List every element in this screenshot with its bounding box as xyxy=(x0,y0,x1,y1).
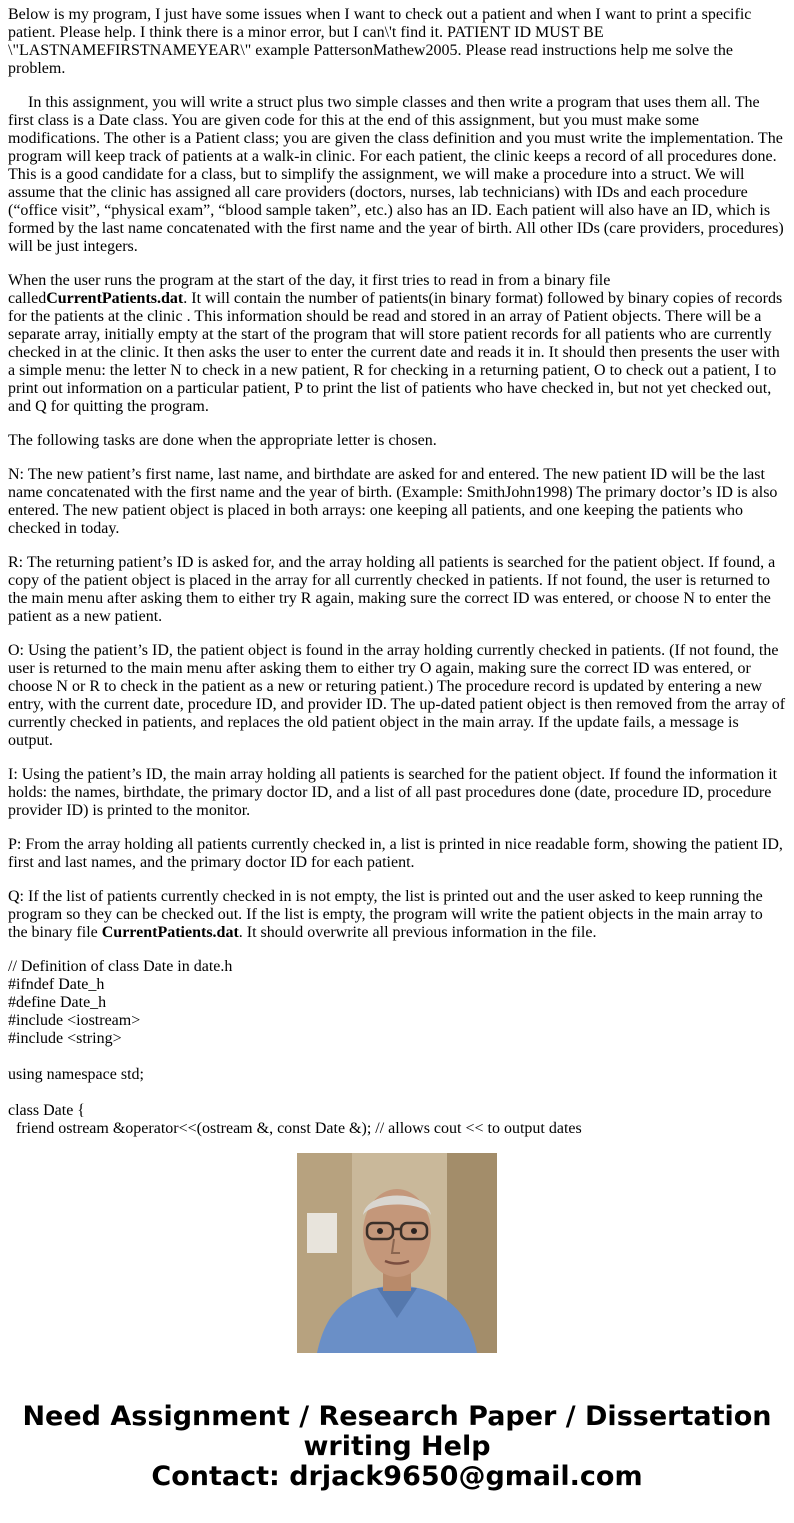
banner-contact-line: Contact: drjack9650@gmail.com xyxy=(151,1461,643,1492)
intro-paragraph: Below is my program, I just have some issues when I want to check out a patient and when I want to print a specific patient. Please help. I think there is a minor error, but I can\'t find it. PATIENT ID MUST BE \"LASTNAMEFIRSTNAMEYEAR\" example PattersonMathew2005. Please read instructions help me solve the problem. xyxy=(8,6,752,77)
task-q-file-name: CurrentPatients.dat xyxy=(101,924,239,941)
code-line: #ifndef Date_h xyxy=(8,976,105,993)
assignment-paragraph-2 xyxy=(8,272,786,416)
task-n-paragraph: N: The new patient’s first name, last name, and birthdate are asked for and entered. The new patient ID will be the last name concatenated with the first name and the year of birth. (Example: SmithJohn1998) The primary doctor’s ID is also entered. The new patient object is placed in both arrays: one keeping all patients, and one keeping the patients who checked in today. xyxy=(8,466,778,537)
code-line: #include <string> xyxy=(8,1030,122,1047)
para2-text-before: When the user runs the program at the start of the day, it first tries to read in from a binary file called xyxy=(8,272,611,307)
banner-line-2: writing Help xyxy=(303,1431,491,1462)
task-o-paragraph: O: Using the patient’s ID, the patient object is found in the array holding currently checked in patients. (If not found, the user is returned to the main menu after asking them to either try O again, making sure the correct ID was entered, or choose N or R to check in the patient as a new or returing patient.) The procedure record is updated by entering a new entry, with the current date, procedure ID, and provider ID. The up-dated patient object is then removed from the array of currently checked in patients, and replaces the old patient object in the main array. If the update fails, a message is output. xyxy=(8,642,786,749)
banner-line-1: Need Assignment / Research Paper / Dissertation xyxy=(22,1401,772,1432)
code-line: #include <iostream> xyxy=(8,1012,141,1029)
code-line: #define Date_h xyxy=(8,994,107,1011)
task-p-paragraph: P: From the array holding all patients currently checked in, a list is printed in nice readable form, showing the patient ID, first and last names, and the primary doctor ID for each patient. xyxy=(8,836,783,871)
code-block xyxy=(8,958,786,1138)
task-q-paragraph xyxy=(8,888,786,942)
code-line: // Definition of class Date in date.h xyxy=(8,958,233,975)
task-q-text-after: . It should overwrite all previous information in the file. xyxy=(238,924,597,941)
code-line: friend ostream &operator<<(ostream &, const Date &); // allows cout << to output dates xyxy=(8,1120,582,1137)
task-q-text-before: Q: If the list of patients currently checked in is not empty, the list is printed out and the user asked to keep running the program so they can be checked out. If the list is empty, the program will write the patient objects in the main array to the binary file xyxy=(8,888,763,941)
code-line: using namespace std; xyxy=(8,1066,144,1083)
tasks-intro-paragraph: The following tasks are done when the appropriate letter is chosen. xyxy=(8,432,437,449)
code-blank-line xyxy=(8,1084,786,1102)
code-line: class Date { xyxy=(8,1102,85,1119)
task-i-paragraph: I: Using the patient’s ID, the main array holding all patients is searched for the patient object. If found the information it holds: the names, birthdate, the primary doctor ID, and a list of all past procedures done (date, procedure ID, procedure provider ID) is printed to the monitor. xyxy=(8,766,778,819)
para2-text-after: . It will contain the number of patients(in binary format) followed by binary copies of records for the patients at the clinic . This information should be read and stored in an array of Patient objects. There will be a separate array, initially empty at the start of the program that will store patient records for all patients who are currently checked in at the clinic. It then asks the user to enter the current date and reads it in. It should then presents the user with a simple menu: the letter N to check in a new patient, R for checking in a returning patient, O to check out a patient, I to print out information on a particular patient, P to print the list of patients who have checked in, but not yet checked out, and Q for quitting the program. xyxy=(8,290,783,415)
task-r-paragraph: R: The returning patient’s ID is asked for, and the array holding all patients is searched for the patient object. If found, a copy of the patient object is placed in the array for all currently checked in patients. If not found, the user is returned to the main menu after asking them to either try R again, making sure the correct ID was entered, or choose N to enter the patient as a new patient. xyxy=(8,554,776,625)
code-blank-line xyxy=(8,1048,786,1066)
avatar xyxy=(297,1153,497,1353)
avatar-portrait-image xyxy=(297,1153,497,1353)
para2-file-name: CurrentPatients.dat xyxy=(46,290,184,307)
assignment-paragraph-1: In this assignment, you will write a struct plus two simple classes and then write a program that uses them all. The first class is a Date class. You are given code for this at the end of this assignment, but you must make some modifications. The other is a Patient class; you are given the class definition and you must write the implementation. The program will keep track of patients at a walk-in clinic. For each patient, the clinic keeps a record of all procedures done. This is a good candidate for a class, but to simplify the assignment, we will make a procedure into a struct. We will assume that the clinic has assigned all care providers (doctors, nurses, lab technicians) with IDs and each procedure (“office visit”, “physical exam”, “blood sample taken”, etc.) also has an ID. Each patient will also have an ID, which is formed by the last name concatenated with the first name and the year of birth. All other IDs (care providers, procedures) will be just integers. xyxy=(8,94,784,255)
contact-banner xyxy=(0,1402,794,1492)
